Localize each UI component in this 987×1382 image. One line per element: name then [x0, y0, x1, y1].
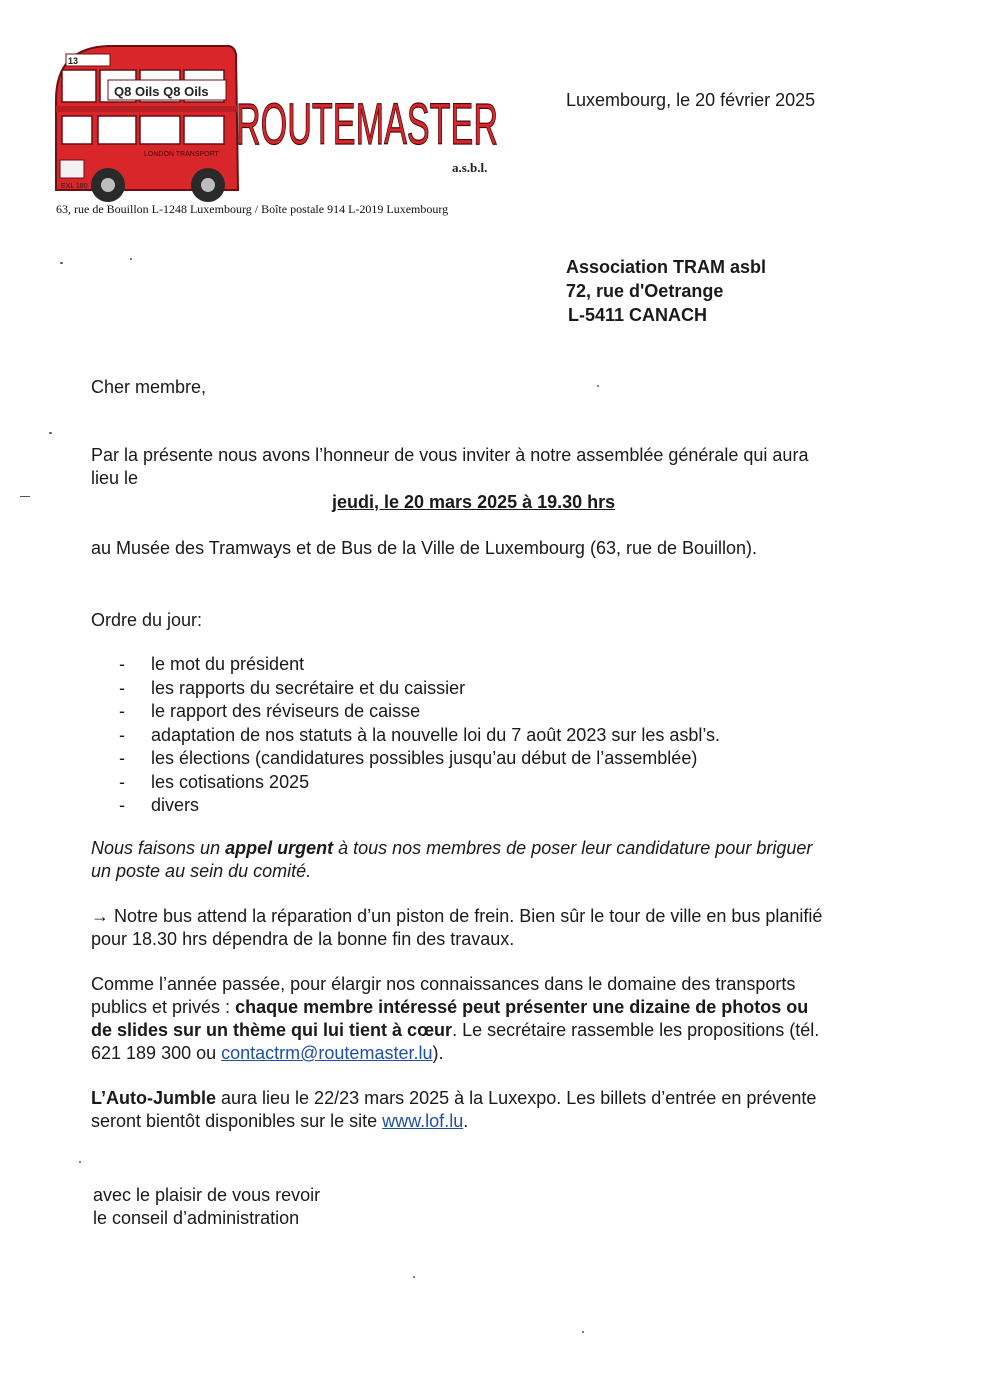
routemaster-wordmark: ROUTEMASTER — [236, 92, 498, 157]
agenda-list — [91, 653, 891, 818]
bus-ad-panel-text: Q8 Oils Q8 Oils — [114, 84, 209, 99]
scan-speck — [79, 1161, 81, 1163]
bus-repair-note: → Notre bus attend la réparation d’un piston de frein. Bien sûr le tour de ville en bus planifié pour 18.30 hrs dépendra de la bonne fin des travaux. — [91, 906, 823, 949]
appeal-paragraph: Nous faisons un appel urgent à tous nos membres de poser leur candidature pour briguer un poste au sein du comité. — [91, 838, 813, 881]
routemaster-logo — [48, 40, 508, 205]
sender-address: 63, rue de Bouillon L-1248 Luxembourg / Boîte postale 914 L-2019 Luxembourg — [56, 202, 449, 216]
scan-speck — [130, 258, 132, 260]
agenda-item: - les rapports du secrétaire et du caissier — [119, 677, 466, 698]
agenda-item: - divers — [119, 795, 200, 815]
agenda-bullet: - — [119, 748, 125, 768]
scan-speck — [20, 496, 30, 497]
invitation-line-2: lieu le — [91, 468, 139, 488]
scan-speck — [413, 1276, 415, 1278]
invitation-line-1: Par la présente nous avons l’honneur de vous inviter à notre assemblée générale qui aura — [91, 445, 809, 465]
photos-paragraph: Comme l’année passée, pour élargir nos connaissances dans le domaine des transports publics et privés : chaque membre intéressé peut présenter une dizaine de photos ou de slides sur un thème qui lui tient à cœur. Le secrétaire rassemble les propositions (tél. 621 189 300 ou contactrm@routemaster.lu). — [91, 974, 820, 1063]
agenda-item: - les cotisations 2025 — [119, 771, 310, 792]
asbl-suffix: a.s.b.l. — [452, 160, 488, 175]
invitation-paragraph — [91, 444, 921, 490]
signature-line: le conseil d’administration — [93, 1208, 300, 1228]
meeting-venue: au Musée des Tramways et de Bus de la Ville de Luxembourg (63, rue de Bouillon). — [91, 538, 758, 558]
bus-side-text: LONDON TRANSPORT — [144, 151, 219, 158]
autojumble-paragraph: L’Auto-Jumble aura lieu le 22/23 mars 2025 à la Luxexpo. Les billets d’entrée en prévente seront bientôt disponibles sur le site www.lof.lu. — [91, 1088, 817, 1131]
scan-speck — [60, 262, 63, 264]
recipient-block — [566, 255, 766, 327]
bus-plate: EXL 180 — [61, 183, 88, 190]
scan-speck — [597, 385, 599, 387]
agenda-item: - le mot du président — [119, 654, 305, 674]
recipient-city: L-5411 CANACH — [568, 305, 708, 325]
agenda-heading: Ordre du jour: — [91, 610, 203, 630]
agenda-item: - les élections (candidatures possibles jusqu’au début de l’assemblée) — [119, 748, 698, 768]
email-link[interactable]: contactrm@routemaster.lu — [221, 1043, 433, 1063]
appeal-emphasis: appel urgent — [225, 838, 334, 858]
agenda-item: - adaptation de nos statuts à la nouvelle loi du 7 août 2023 sur les asbl’s. — [119, 724, 721, 745]
letter-date: Luxembourg, le 20 février 2025 — [566, 90, 816, 110]
arrow-icon: → — [91, 906, 109, 926]
meeting-date: jeudi, le 20 mars 2025 à 19.30 hrs — [332, 492, 616, 512]
scan-speck — [582, 1331, 584, 1333]
agenda-bullet: - — [119, 701, 125, 721]
agenda-bullet: - — [119, 654, 125, 674]
recipient-street: 72, rue d'Oetrange — [566, 281, 724, 301]
agenda-bullet: - — [119, 724, 125, 745]
scan-speck — [49, 432, 52, 434]
bus-route-number: 13 — [68, 56, 79, 66]
agenda-bullet: - — [119, 771, 125, 792]
bus-illustration — [48, 40, 508, 205]
agenda-bullet: - — [119, 677, 125, 698]
closing-line: avec le plaisir de vous revoir — [93, 1185, 321, 1205]
salutation: Cher membre, — [91, 377, 207, 397]
agenda-bullet: - — [119, 795, 125, 815]
agenda-item: - le rapport des réviseurs de caisse — [119, 701, 421, 721]
recipient-name: Association TRAM asbl — [566, 257, 767, 277]
closing — [93, 1184, 320, 1230]
lof-website-link[interactable]: www.lof.lu — [382, 1111, 464, 1131]
